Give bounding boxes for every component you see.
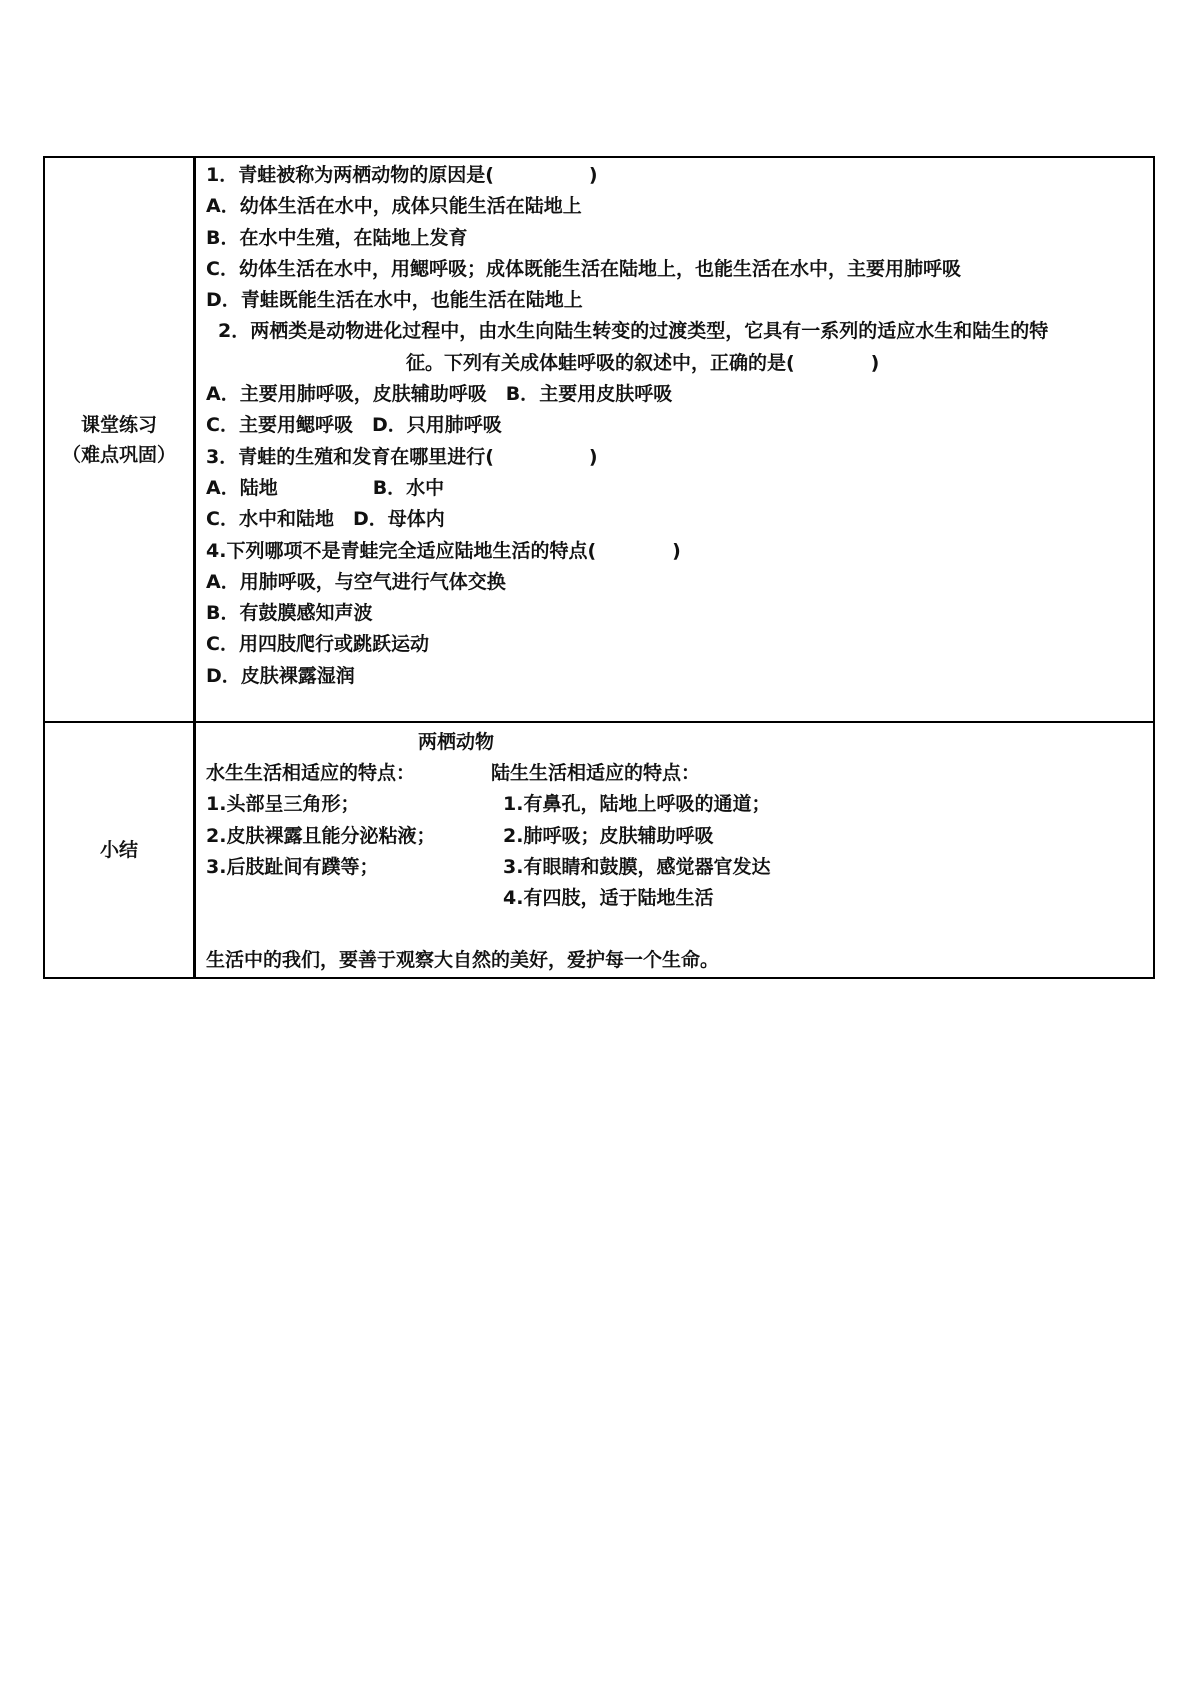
summary-label: 小结 — [99, 838, 138, 861]
question-1-option-a: A．幼体生活在水中，成体只能生活在陆地上 — [206, 195, 582, 218]
question-2-options-cd: C．主要用鳃呼吸 D．只用肺呼吸 — [206, 414, 502, 437]
exercise-label-cell — [44, 157, 195, 722]
question-4-option-b: B．有鼓膜感知声波 — [206, 602, 373, 625]
exercise-row — [44, 157, 1154, 722]
aquatic-feature-item: 2.皮肤裸露且能分泌粘液； — [206, 824, 436, 847]
summary-columns — [206, 758, 1153, 914]
terrestrial-features-column — [491, 758, 1153, 914]
terrestrial-feature-item: 3.有眼睛和鼓膜，感觉器官发达 — [503, 855, 771, 878]
question-4-option-a: A．用肺呼吸，与空气进行气体交换 — [206, 570, 506, 593]
question-1-option-b: B．在水中生殖，在陆地上发育 — [206, 226, 468, 249]
worksheet-table — [43, 156, 1155, 979]
question-2-stem: 2．两栖类是动物进化过程中，由水生向陆生转变的过渡类型，它具有一系列的适应水生和陆生的特 — [218, 320, 1049, 343]
summary-content-cell — [195, 722, 1155, 978]
question-3-stem: 3．青蛙的生殖和发育在哪里进行( ) — [206, 445, 598, 468]
summary-row — [44, 722, 1154, 978]
exercise-content-cell — [195, 157, 1155, 722]
aquatic-feature-item: 1.头部呈三角形； — [206, 793, 360, 816]
summary-closing-sentence: 生活中的我们，要善于观察大自然的美好，爱护每一个生命。 — [206, 949, 720, 972]
summary-block — [206, 723, 1153, 977]
question-4-stem: 4.下列哪项不是青蛙完全适应陆地生活的特点( ) — [206, 539, 681, 562]
terrestrial-feature-item: 2.肺呼吸；皮肤辅助呼吸 — [503, 824, 714, 847]
terrestrial-feature-item: 4.有四肢，适于陆地生活 — [503, 887, 714, 910]
exercise-list — [206, 158, 1153, 692]
question-1-stem: 1．青蛙被称为两栖动物的原因是( ) — [206, 164, 598, 186]
question-1-option-d: D．青蛙既能生活在水中，也能生活在陆地上 — [206, 289, 583, 312]
question-2-stem-continued: 征。下列有关成体蛙呼吸的叙述中，正确的是( ) — [406, 351, 880, 374]
summary-spacer — [206, 914, 1153, 945]
question-1-option-c: C．幼体生活在水中，用鳃呼吸；成体既能生活在陆地上，也能生活在水中，主要用肺呼吸 — [206, 257, 961, 280]
question-3-options-ab: A．陆地 B．水中 — [206, 476, 445, 499]
terrestrial-feature-item: 1.有鼻孔，陆地上呼吸的通道； — [503, 793, 771, 816]
question-4-option-d: D．皮肤裸露湿润 — [206, 664, 355, 687]
aquatic-features-heading: 水生生活相适应的特点： — [206, 762, 416, 784]
exercise-label: 课堂练习 — [80, 413, 157, 436]
summary-label-cell — [44, 722, 195, 978]
terrestrial-features-heading: 陆生生活相适应的特点： — [491, 762, 701, 784]
summary-title: 两栖动物 — [418, 731, 495, 753]
question-4-option-c: C．用四肢爬行或跳跃运动 — [206, 633, 429, 656]
aquatic-features-column — [206, 758, 491, 914]
aquatic-feature-item: 3.后肢趾间有蹼等； — [206, 855, 379, 878]
exercise-sublabel: （难点巩固） — [61, 443, 176, 466]
question-3-options-cd: C．水中和陆地 D．母体内 — [206, 508, 445, 531]
question-2-options-ab: A．主要用肺呼吸，皮肤辅助呼吸 B．主要用皮肤呼吸 — [206, 383, 673, 406]
